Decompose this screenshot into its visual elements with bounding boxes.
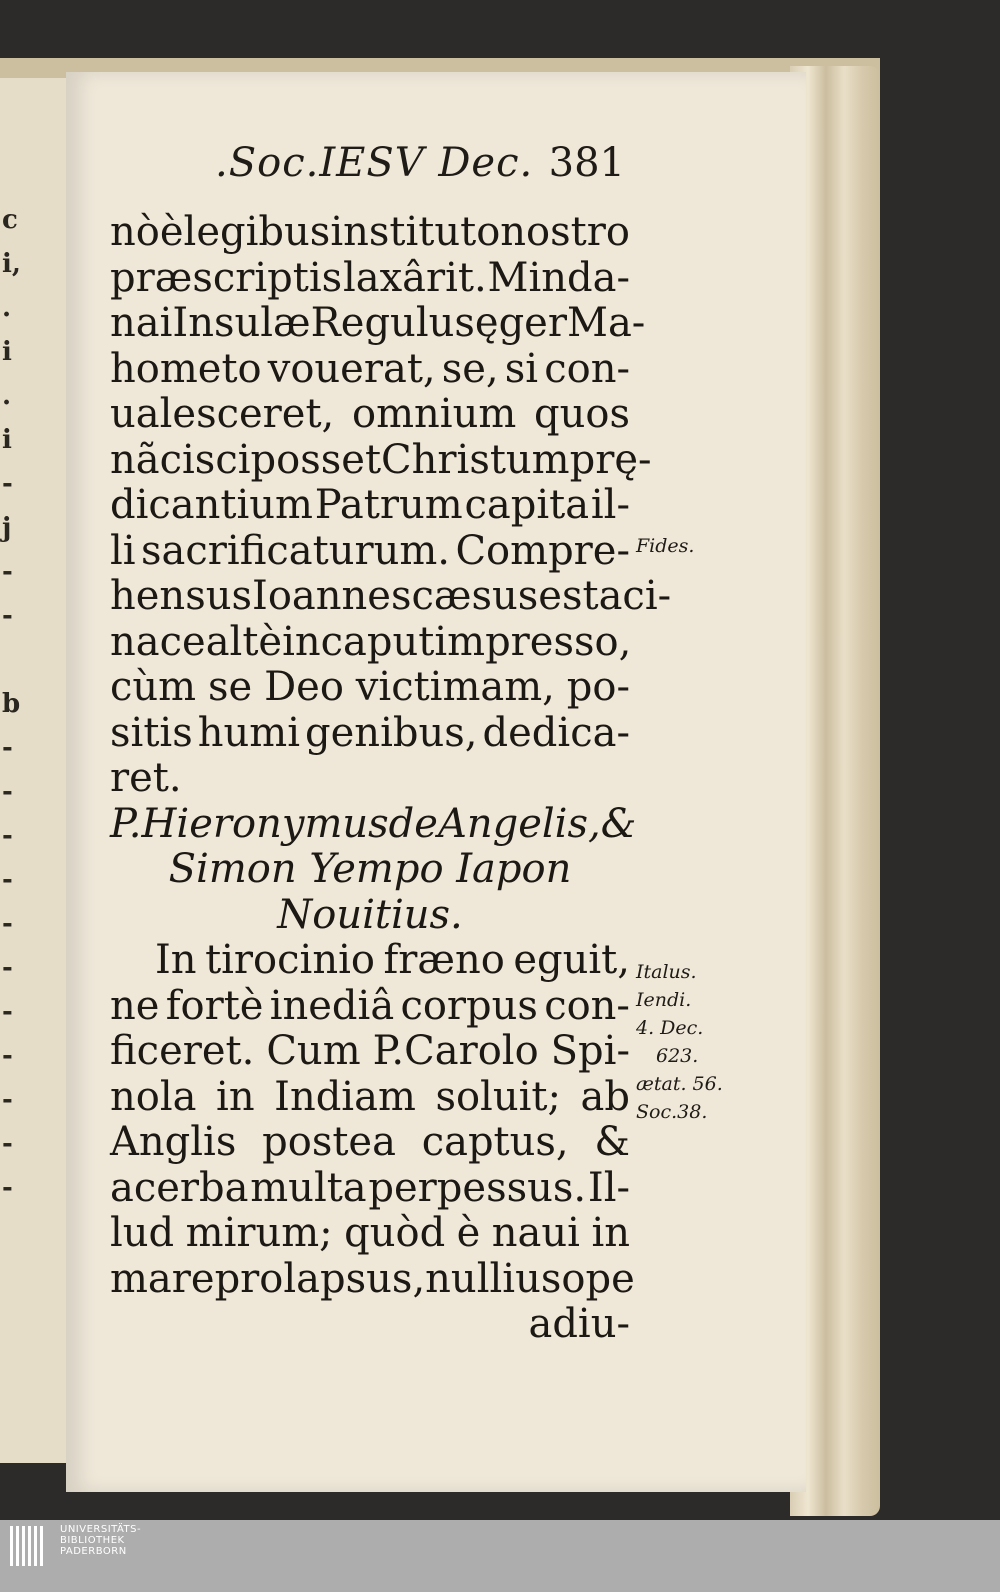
body-line: hometo vouerat, se, si con-: [110, 345, 630, 392]
margin-note-line: 4. Dec.: [636, 1017, 704, 1039]
left-page-fragment: -: [2, 953, 13, 983]
library-name-line-3: PADERBORN: [60, 1546, 127, 1557]
body-line: dicantium Patrum capita il-: [110, 482, 630, 528]
left-page-fragment: .: [2, 381, 12, 411]
body-line: nola in Indiam soluit; ab: [110, 1073, 630, 1120]
margin-note-line: Iendi.: [636, 989, 692, 1011]
margin-note-line: 623.: [656, 1045, 699, 1067]
body-line: lud mirum; quòd è naui in: [110, 1210, 630, 1256]
library-logo-icon: [10, 1526, 46, 1566]
library-name: [60, 1524, 141, 1557]
body-line: Anglis postea captus, &: [110, 1119, 630, 1165]
paragraph-2: [110, 937, 635, 1302]
left-page-fragment: -: [2, 1085, 13, 1115]
left-page-fragment: c: [2, 205, 18, 235]
left-page-fragment: -: [2, 601, 13, 631]
margin-note-line: Soc.38.: [636, 1101, 708, 1123]
body-line: nãcisci posset Christum prę-: [110, 436, 652, 483]
body-line: nò è legibus instituto nostro: [110, 209, 630, 255]
margin-note-line: ætat. 56.: [636, 1073, 723, 1095]
page-header: [215, 140, 625, 190]
body-line: cùm se Deo victimam, po-: [110, 664, 630, 710]
left-page-fragment: -: [2, 557, 13, 587]
left-page-fragment: .: [2, 293, 12, 323]
margin-note-line: Italus.: [636, 961, 697, 983]
heading-line-3: Nouitius.: [277, 891, 463, 938]
body-line: ret.: [110, 755, 182, 801]
left-page-fragment: -: [2, 1041, 13, 1071]
running-head: .Soc.IESV Dec.: [215, 140, 534, 186]
body-line: mare prolapsus, nullius ope: [110, 1255, 635, 1302]
left-page-fragment: -: [2, 865, 13, 895]
left-page-fragment: -: [2, 777, 13, 807]
body-line: hensus Ioannes cæsus est aci-: [110, 573, 672, 619]
library-name-line-1: UNIVERSITÄTS-: [60, 1524, 142, 1535]
library-name-line-2: BIBLIOTHEK: [60, 1535, 125, 1546]
left-page-fragment: -: [2, 821, 13, 851]
body-line: nace altè in caput impresso,: [110, 618, 632, 665]
body-line: præscriptis laxârit. Minda-: [110, 254, 630, 301]
left-page-fragment: i: [2, 337, 12, 367]
left-page-fragment: i,: [2, 249, 21, 279]
body-line: ualesceret, omnium quos: [110, 391, 630, 437]
body-line: li sacrificaturum. Compre-: [110, 527, 630, 574]
body-line: sitis humi genibus, dedica-: [110, 709, 630, 756]
left-page-fragment: -: [2, 1173, 13, 1203]
body-line: ficeret. Cum P.Carolo Spi-: [110, 1028, 630, 1074]
heading-line-2: Simon Yempo Iapon: [168, 846, 572, 892]
left-page-fragment: -: [2, 909, 13, 939]
page-number: 381: [548, 140, 625, 186]
body-line: acerba multa perpessus. Il-: [110, 1164, 630, 1211]
left-page-fragment: -: [2, 1129, 13, 1159]
left-page-fragment: i: [2, 425, 12, 455]
left-page-fragment: -: [2, 997, 13, 1027]
left-page-fragment: b: [2, 689, 21, 719]
left-page-fragment: -: [2, 469, 13, 499]
body-line: ne fortè inediâ corpus con-: [110, 982, 630, 1029]
body-line: In tirocinio fræno eguit,: [155, 937, 630, 983]
left-page: [0, 78, 69, 1463]
margin-note-fides: Fides.: [636, 535, 695, 557]
left-page-fragment: j: [2, 513, 12, 543]
heading-line-1: P. Hieronymus de Angelis, &: [110, 800, 637, 847]
library-bar: [0, 1520, 1000, 1592]
left-page-fragment: [2, 638, 22, 682]
left-page-text-fragments: [2, 198, 22, 1210]
margin-note-italus: [636, 958, 723, 1126]
body-line: nai Insulæ Regulus ęger Ma-: [110, 300, 646, 346]
left-page-fragment: -: [2, 733, 13, 763]
catchword: adiu-: [528, 1301, 630, 1347]
